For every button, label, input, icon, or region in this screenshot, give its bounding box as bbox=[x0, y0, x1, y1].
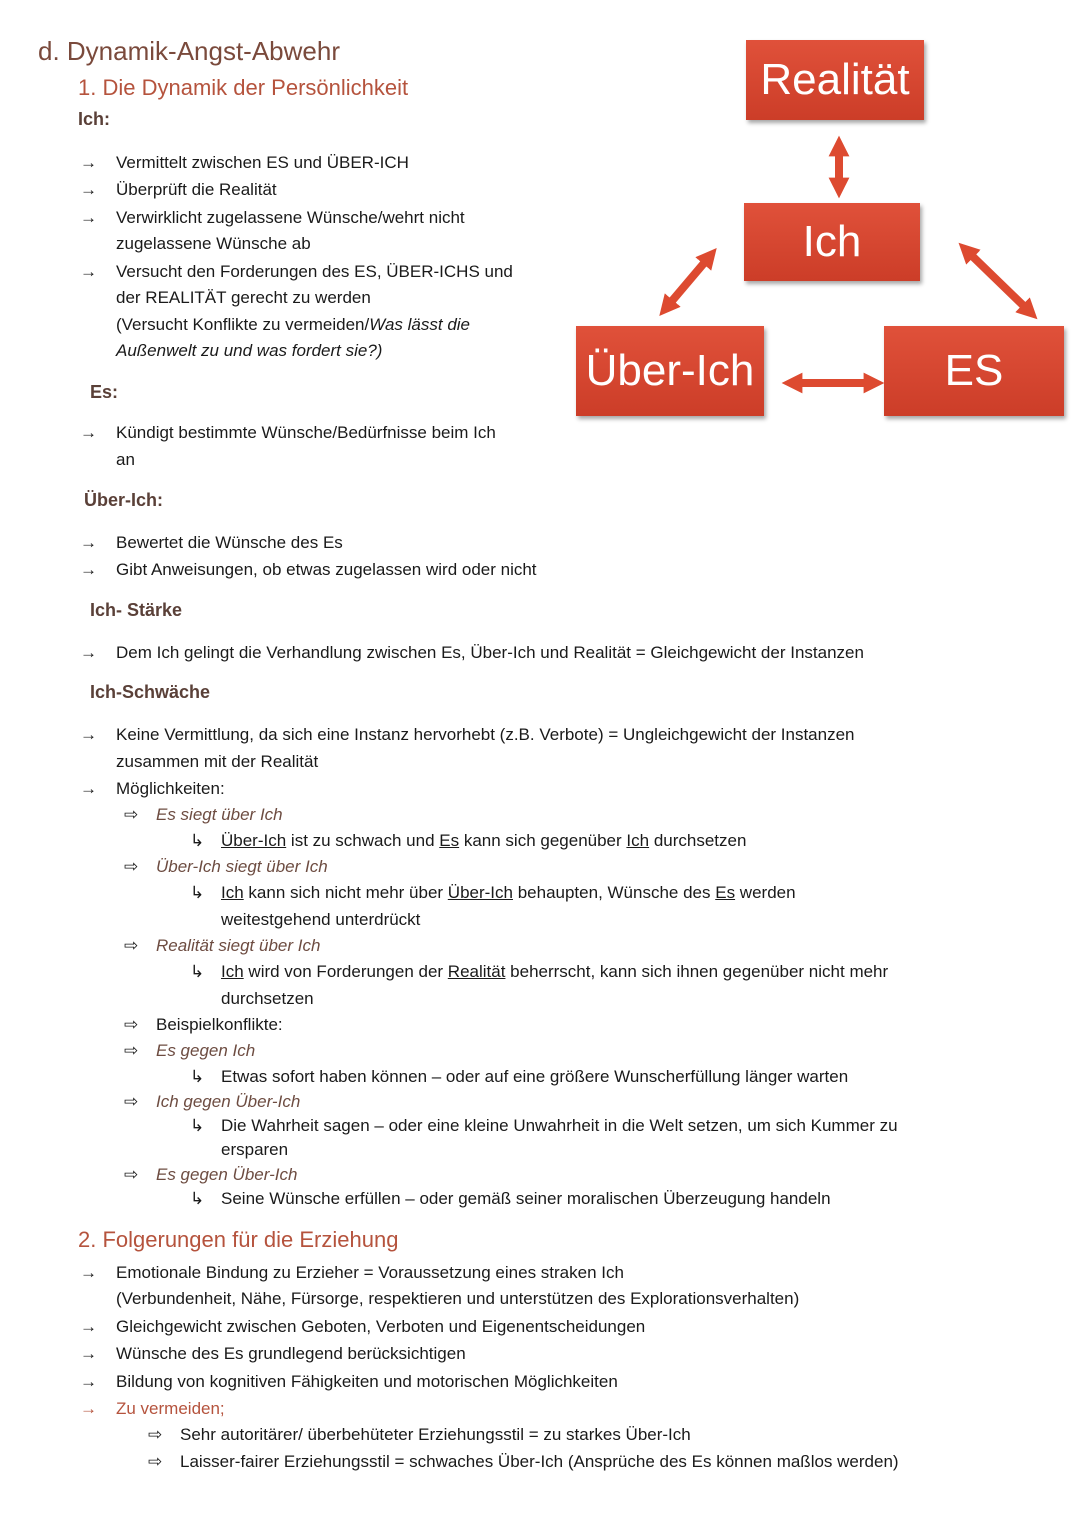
arrow-icon: → bbox=[80, 262, 97, 281]
term: Ich bbox=[626, 831, 650, 850]
term: Realität bbox=[447, 962, 506, 981]
implication-icon: ⇨ bbox=[148, 1452, 163, 1471]
arrow-icon: → bbox=[80, 180, 97, 199]
label-ich-schwaeche: Ich-Schwäche bbox=[90, 682, 211, 702]
ich-item: Überprüft die Realität bbox=[116, 180, 277, 199]
label-ich: Ich: bbox=[78, 109, 111, 129]
staerke-item: Dem Ich gelingt die Verhandlung zwischen Es, Über-Ich und Realität = Gleichgewicht der Instanzen bbox=[116, 643, 864, 662]
arrow-icon: → bbox=[80, 1344, 97, 1363]
arrow-icon: → bbox=[80, 1372, 97, 1391]
arrow-icon: → bbox=[80, 1399, 97, 1418]
label-es: Es: bbox=[90, 382, 119, 402]
text: kann sich gegenüber bbox=[459, 831, 627, 850]
possibility-detail bbox=[221, 880, 796, 906]
text: ist zu schwach und bbox=[286, 831, 440, 850]
ueberich-item: Gibt Anweisungen, ob etwas zugelassen wird oder nicht bbox=[116, 560, 537, 579]
implication-icon: ⇨ bbox=[124, 1165, 139, 1184]
ich-item: Außenwelt zu und was fordert sie?) bbox=[116, 341, 383, 360]
implication-icon: ⇨ bbox=[124, 1041, 139, 1060]
term: Es bbox=[715, 883, 736, 902]
hook-arrow-icon: ↳ bbox=[190, 1116, 205, 1135]
erziehung-item: Gleichgewicht zwischen Geboten, Verboten und Eigenentscheidungen bbox=[116, 1317, 646, 1336]
arrow-icon: → bbox=[80, 533, 97, 552]
erziehung-item: (Verbundenheit, Nähe, Fürsorge, respektieren und unterstützen des Explorationsverhalten) bbox=[116, 1289, 800, 1308]
implication-icon: ⇨ bbox=[124, 936, 139, 955]
subsection-title-erziehung: 2. Folgerungen für die Erziehung bbox=[78, 1227, 399, 1252]
text: durchsetzen bbox=[649, 831, 747, 850]
implication-icon: ⇨ bbox=[148, 1425, 163, 1444]
diagram-arrows bbox=[0, 0, 1080, 430]
arrow-icon: → bbox=[80, 153, 97, 172]
conflict: Ich gegen Über-Ich bbox=[156, 1092, 301, 1111]
arrow-icon: → bbox=[80, 1317, 97, 1336]
box-ueberich: Über-Ich bbox=[576, 326, 764, 416]
erziehung-item: Emotionale Bindung zu Erzieher = Voraussetzung eines straken Ich bbox=[116, 1263, 624, 1282]
arrow-icon: → bbox=[80, 779, 97, 798]
schwaeche-item: Möglichkeiten: bbox=[116, 779, 225, 798]
term: Ich bbox=[221, 962, 244, 981]
arrow-icon: → bbox=[80, 560, 97, 579]
conflict: Es gegen Über-Ich bbox=[156, 1165, 298, 1184]
text: wird von Forderungen der bbox=[243, 962, 448, 981]
hook-arrow-icon: ↳ bbox=[190, 962, 205, 981]
ueberich-item: Bewertet die Wünsche des Es bbox=[116, 533, 343, 552]
possibility-detail: weitestgehend unterdrückt bbox=[221, 910, 421, 929]
erziehung-item: Bildung von kognitiven Fähigkeiten und motorischen Möglichkeiten bbox=[116, 1372, 618, 1391]
implication-icon: ⇨ bbox=[124, 857, 139, 876]
avoid-item: Laisser-fairer Erziehungsstil = schwaches Über-Ich (Ansprüche des Es können maßlos werden) bbox=[180, 1452, 899, 1471]
term: Es bbox=[439, 831, 460, 850]
conflict-detail: Etwas sofort haben können – oder auf eine größere Wunscherfüllung länger warten bbox=[221, 1067, 849, 1086]
arrow-icon: → bbox=[80, 725, 97, 744]
conflict-detail: Die Wahrheit sagen – oder eine kleine Unwahrheit in die Welt setzen, um sich Kummer zu bbox=[221, 1116, 898, 1135]
box-es: ES bbox=[884, 326, 1064, 416]
implication-icon: ⇨ bbox=[124, 805, 139, 824]
implication-icon: ⇨ bbox=[124, 1092, 139, 1111]
arrow-icon: → bbox=[80, 208, 97, 227]
conflict-detail: ersparen bbox=[221, 1140, 289, 1159]
arrow-ich-es bbox=[966, 250, 1030, 312]
conflict: Es gegen Ich bbox=[156, 1041, 256, 1060]
term: Über-Ich bbox=[221, 831, 287, 850]
arrow-icon: → bbox=[80, 643, 97, 662]
term: Über-Ich bbox=[447, 883, 513, 902]
conflict-detail: Seine Wünsche erfüllen – oder gemäß seiner moralischen Überzeugung handeln bbox=[221, 1189, 831, 1208]
box-ich: Ich bbox=[744, 203, 920, 281]
text: beherrscht, kann sich ihnen gegenüber nicht mehr bbox=[505, 962, 889, 981]
label-ueberich: Über-Ich: bbox=[84, 490, 164, 510]
label-ich-staerke: Ich- Stärke bbox=[90, 600, 183, 620]
possibility: Über-Ich siegt über Ich bbox=[156, 857, 328, 876]
possibility: Es siegt über Ich bbox=[156, 805, 283, 824]
hook-arrow-icon: ↳ bbox=[190, 831, 205, 850]
box-realitaet: Realität bbox=[746, 40, 924, 120]
subsection-title-dynamik: 1. Die Dynamik der Persönlichkeit bbox=[78, 75, 409, 100]
arrow-icon: → bbox=[80, 423, 97, 442]
es-item: an bbox=[116, 450, 135, 469]
hook-arrow-icon: ↳ bbox=[190, 883, 205, 902]
possibility: Realität siegt über Ich bbox=[156, 936, 321, 955]
possibility-detail: durchsetzen bbox=[221, 989, 314, 1008]
ich-item: der REALITÄT gerecht zu werden bbox=[116, 288, 371, 307]
ich-item: Vermittelt zwischen ES und ÜBER-ICH bbox=[116, 153, 409, 172]
text: werden bbox=[735, 883, 796, 902]
erziehung-avoid-label: Zu vermeiden; bbox=[116, 1399, 225, 1418]
example-heading: Beispielkonflikte: bbox=[156, 1015, 283, 1034]
possibility-detail bbox=[221, 828, 746, 854]
arrow-icon: → bbox=[80, 1263, 97, 1282]
ich-item: Versucht den Forderungen des ES, ÜBER-ICHS und bbox=[116, 262, 513, 281]
term: Ich bbox=[221, 883, 244, 902]
ich-note-italic: Was lässt die bbox=[369, 315, 471, 334]
ich-item: zugelassene Wünsche ab bbox=[116, 234, 311, 253]
text: behaupten, Wünsche des bbox=[512, 883, 716, 902]
arrow-ich-ueberich bbox=[666, 256, 710, 308]
erziehung-item: Wünsche des Es grundlegend berücksichtigen bbox=[116, 1344, 466, 1363]
ich-item: Verwirklicht zugelassene Wünsche/wehrt nicht bbox=[116, 208, 465, 227]
ich-note-part: (Versucht Konflikte zu vermeiden/ bbox=[116, 315, 370, 334]
implication-icon: ⇨ bbox=[124, 1015, 139, 1034]
text: kann sich nicht mehr über bbox=[243, 883, 448, 902]
hook-arrow-icon: ↳ bbox=[190, 1189, 205, 1208]
section-title: d. Dynamik-Angst-Abwehr bbox=[38, 36, 340, 66]
schwaeche-item: zusammen mit der Realität bbox=[116, 752, 319, 771]
avoid-item: Sehr autoritärer/ überbehüteter Erziehungsstil = zu starkes Über-Ich bbox=[180, 1425, 691, 1444]
schwaeche-item: Keine Vermittlung, da sich eine Instanz hervorhebt (z.B. Verbote) = Ungleichgewicht der Instanzen bbox=[116, 725, 855, 744]
es-item: Kündigt bestimmte Wünsche/Bedürfnisse beim Ich bbox=[116, 423, 496, 442]
hook-arrow-icon: ↳ bbox=[190, 1067, 205, 1086]
possibility-detail bbox=[221, 959, 888, 985]
